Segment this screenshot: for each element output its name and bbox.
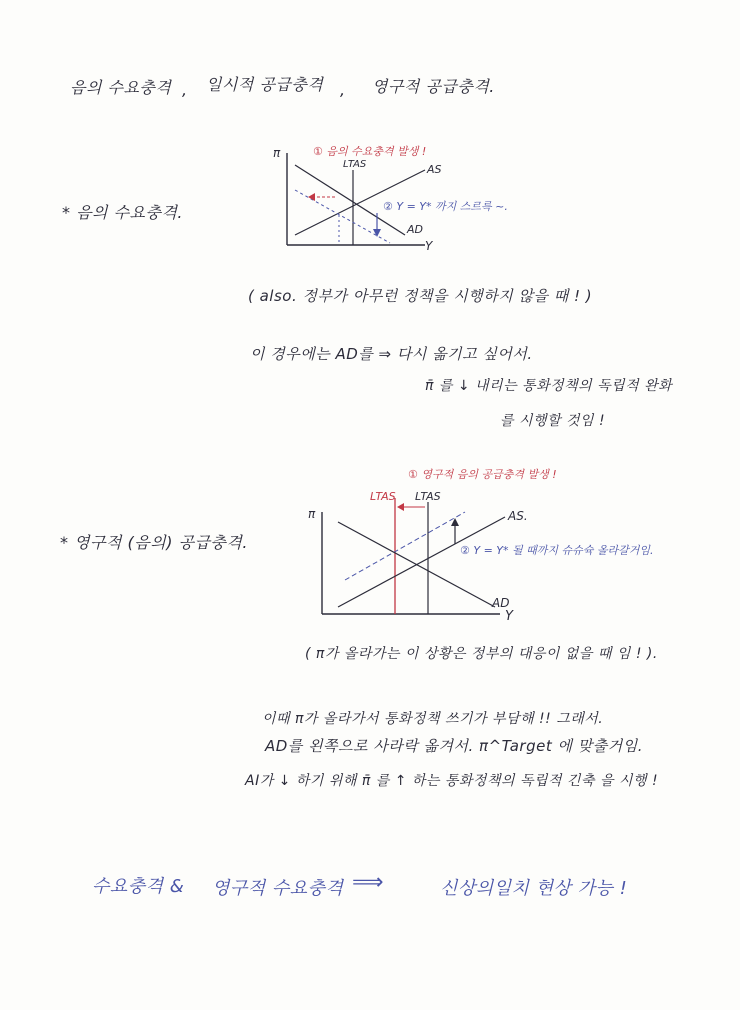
red-arrow-head: [308, 193, 315, 201]
header-separator: ,: [182, 80, 188, 99]
label-y: Y: [425, 239, 433, 253]
section2-graph: [300, 462, 740, 622]
footer-text-permanent-demand-shock: 영구적 수요충격: [212, 878, 344, 899]
header-item-temporary-supply-shock: 일시적 공급충격: [206, 75, 324, 94]
graph-note-2: ② Y = Y* 될 때까지 슈슈슉 올라갈거임.: [460, 544, 654, 557]
section1-line3: 를 시행할 것임 !: [500, 413, 606, 429]
section1-title: * 음의 수요충격.: [62, 203, 183, 222]
label-y: Y: [505, 609, 513, 622]
header-item-demand-shock: 음의 수요충격: [70, 78, 172, 97]
footer-arrow: ⟹: [352, 870, 385, 895]
label-ltas: LTAS: [343, 159, 367, 170]
label-ltas: LTAS: [415, 490, 441, 503]
label-as: AS.: [508, 509, 528, 523]
label-ad: AD: [407, 223, 423, 236]
section1-line1: 이 경우에는 AD를 ⇒ 다시 옮기고 싶어서.: [250, 345, 533, 363]
label-pi: π: [308, 507, 316, 521]
graph-note-2: ② Y = Y* 까지 스르륵 ~.: [383, 200, 508, 213]
header-separator: ,: [340, 80, 346, 99]
section1-line2: π̄ 를 ↓ 내리는 통화정책의 독립적 완화: [425, 378, 673, 394]
as-shifted-line: [345, 512, 465, 580]
red-arrow-head: [397, 503, 404, 511]
footer-text-demand-shock: 수요충격 &: [92, 876, 185, 897]
blue-arrow-head: [373, 229, 381, 237]
label-ltas-new: LTAS: [370, 490, 396, 503]
as-line: [338, 517, 505, 607]
section2-line2: AD를 왼쪽으로 사라락 옮겨서. π^Target 에 맞출거임.: [265, 737, 643, 755]
graph-note-1: ① 음의 수요충격 발생 !: [313, 145, 427, 158]
section2-line1: 이때 π가 올라가서 통화정책 쓰기가 부담해 !! 그래서.: [262, 711, 604, 727]
label-ad: AD: [492, 596, 510, 610]
section2-line3: AI가 ↓ 하기 위해 π̄ 를 ↑ 하는 통화정책의 독립적 긴축 을 시행 !: [245, 773, 659, 789]
graph-note-1: ① 영구적 음의 공급충격 발생 !: [408, 468, 557, 481]
label-pi: π: [273, 146, 281, 160]
footer-text-result: 신상의일치 현상 가능 !: [440, 878, 628, 899]
label-as: AS: [427, 163, 442, 176]
section1-also: ( also. 정부가 아무런 정책을 시행하지 않을 때 ! ): [248, 287, 593, 305]
section1-graph: [265, 135, 565, 265]
header-item-permanent-supply-shock: 영구적 공급충격.: [372, 77, 495, 96]
section2-title: * 영구적 (음의) 공급충격.: [60, 533, 248, 552]
section2-caption: ( π가 올라가는 이 상황은 정부의 대응이 없을 때 임 ! ).: [305, 646, 658, 662]
